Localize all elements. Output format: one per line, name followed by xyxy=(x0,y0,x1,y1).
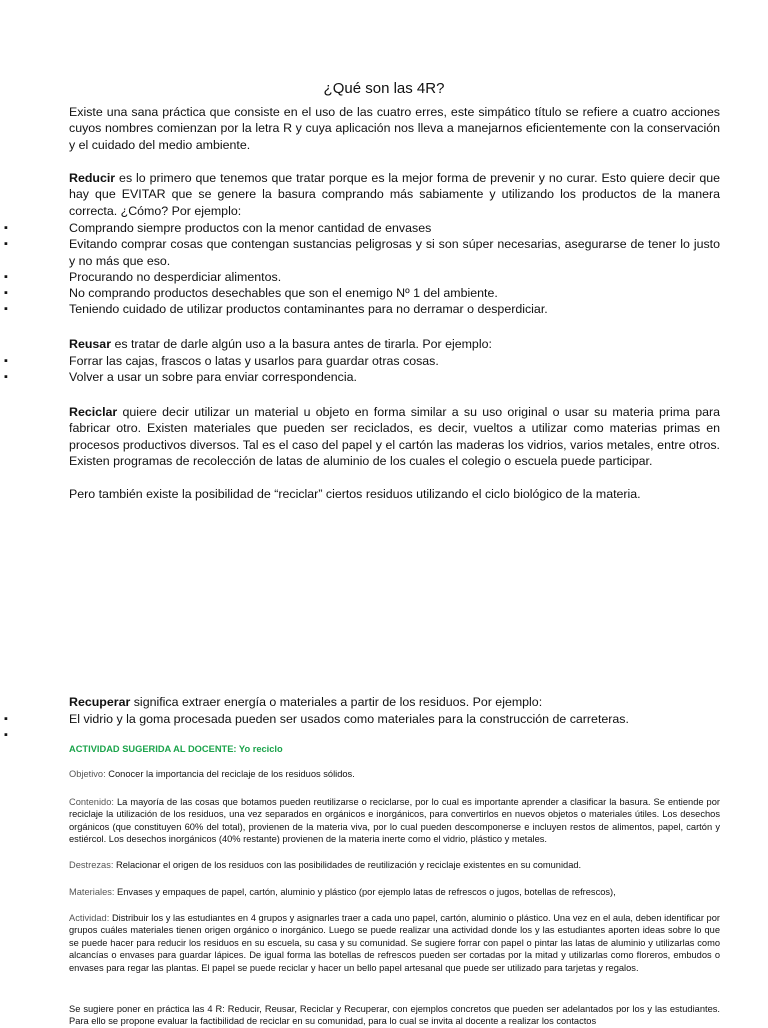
recuperar-term: Recuperar xyxy=(69,695,131,709)
objetivo-paragraph xyxy=(69,768,720,780)
list-item: ▪ Teniendo cuidado de utilizar productos contaminantes para no derramar o desperdiciar. xyxy=(0,301,720,317)
list-item: ▪ Procurando no desperdiciar alimentos. xyxy=(0,269,720,285)
final-paragraph: Se sugiere poner en práctica las 4 R: Reducir, Reusar, Reciclar y Recuperar, con ejemplos concretos que pueden ser adelantados por los y las estudiantes. Para ello se propone evaluar la factibilidad de reciclar en su comunidad, para lo cual se invita al docente a realizar los contactos xyxy=(69,1004,720,1027)
biologico-paragraph: Pero también existe la posibilidad de “reciclar” ciertos residuos utilizando el ciclo biológico de la materia. xyxy=(69,487,641,501)
destrezas-paragraph xyxy=(69,859,720,871)
reusar-list xyxy=(0,353,720,386)
objetivo-text: Conocer la importancia del reciclaje de los residuos sólidos. xyxy=(105,769,355,779)
reciclar-term: Reciclar xyxy=(69,405,118,419)
contenido-label: Contenido: xyxy=(69,797,114,807)
recuperar-paragraph xyxy=(69,694,720,710)
materiales-label: Materiales: xyxy=(69,887,115,897)
actividad-paragraph xyxy=(69,912,720,974)
reducir-list xyxy=(0,220,720,318)
page-title: ¿Qué son las 4R? xyxy=(323,80,445,97)
list-item xyxy=(0,727,720,743)
list-item: ▪ Comprando siempre productos con la menor cantidad de envases xyxy=(0,220,720,236)
destrezas-text: Relacionar el origen de los residuos con las posibilidades de reutilización y reciclaje existentes en su comunidad. xyxy=(113,860,582,870)
materiales-paragraph xyxy=(69,886,720,898)
reducir-term: Reducir xyxy=(69,171,116,185)
list-item: ▪ El vidrio y la goma procesada pueden ser usados como materiales para la construcción de carreteras. xyxy=(0,711,720,727)
recuperar-text: significa extraer energía o materiales a partir de los residuos. Por ejemplo: xyxy=(130,695,543,709)
recuperar-list xyxy=(0,711,720,744)
reusar-term: Reusar xyxy=(69,337,112,351)
list-item: ▪ Evitando comprar cosas que contengan sustancias peligrosas y si son súper necesarias, asegurarse de tener lo justo y no más que eso. xyxy=(0,236,720,269)
objetivo-label: Objetivo: xyxy=(69,769,106,779)
actividad-text: Distribuir los y las estudiantes en 4 grupos y asignarles traer a cada uno papel, cartón, aluminio o plástico. Una vez en el aula, deben identificar por grupos cuáles materiales tienen origen orgánico o inorgánico. Luego se puede realizar una actividad donde los y las estudiantes aporten ideas sobre lo que se puede hacer para reducir los residuos en su escuela, su casa y su comunidad. Se sugiere forrar con papel o pintar las latas de aluminio y utilizarlas como alcancías o envases para guardar lápices. De igual forma las botellas de refrescos pueden ser cortadas por la mitad y utilizarlas como floreros, embudos o envases para regar las plantas. El papel se puede reciclar y hacer un bello papel artesanal que puede ser utilizado para tarjetas y regalos. xyxy=(69,913,720,973)
activity-heading: ACTIVIDAD SUGERIDA AL DOCENTE: Yo reciclo xyxy=(69,744,283,754)
contenido-text: La mayoría de las cosas que botamos pueden reutilizarse o reciclarse, por lo cual es importante aprender a clasificar la basura. Se entiende por reciclaje la utilización de los residuos, una vez separados en orgánicos e inorgánicos, para convertirlos en nuevos objetos o materiales útiles. Los desechos orgánicos (que constituyen 60% del total), provienen de la materia viva, por lo cual pueden descomponerse e incluyen restos de alimentos, papel, cartón y estiércol. Los desechos inorgánicos (40% restante) provienen de la materia inerte como el vidrio, plástico y metales. xyxy=(69,797,720,845)
destrezas-label: Destrezas: xyxy=(69,860,114,870)
intro-paragraph: Existe una sana práctica que consiste en el uso de las cuatro erres, este simpático título se refiere a cuatro acciones cuyos nombres comienzan por la letra R y cuya aplicación nos lleva a manejarnos eficientemente con la conservación y el cuidado del medio ambiente. xyxy=(69,105,720,152)
actividad-label: Actividad: xyxy=(69,913,110,923)
reciclar-text: quiere decir utilizar un material u objeto en forma similar a su uso original o usar su materia prima para fabricar otro. Existen materiales que pueden ser reciclados, es decir, vueltos a utilizar como materias primas en procesos productivos diversos. Tal es el caso del papel y el cartón las maderas los vidrios, varios metales, entre otros. Existen programas de recolección de latas de aluminio de los cuales el colegio o escuela puede participar. xyxy=(69,405,720,468)
reciclar-paragraph xyxy=(69,404,720,469)
reusar-paragraph xyxy=(69,336,720,352)
contenido-paragraph xyxy=(69,796,720,846)
list-item: ▪ Volver a usar un sobre para enviar correspondencia. xyxy=(0,369,720,385)
materiales-text: Envases y empaques de papel, cartón, aluminio y plástico (por ejemplo latas de refrescos o jugos, botellas de refrescos), xyxy=(114,887,616,897)
list-item: ▪ Forrar las cajas, frascos o latas y usarlos para guardar otras cosas. xyxy=(0,353,720,369)
reducir-text: es lo primero que tenemos que tratar porque es la mejor forma de prevenir y no curar. Esto quiere decir que hay que EVITAR que se genere la basura comprando más sabiamente y utilizando los productos de la manera correcta. ¿Cómo? Por ejemplo: xyxy=(69,171,720,218)
reducir-paragraph xyxy=(69,170,720,219)
reusar-text: es tratar de darle algún uso a la basura antes de tirarla. Por ejemplo: xyxy=(111,337,492,351)
list-item: ▪ No comprando productos desechables que son el enemigo Nº 1 del ambiente. xyxy=(0,285,720,301)
